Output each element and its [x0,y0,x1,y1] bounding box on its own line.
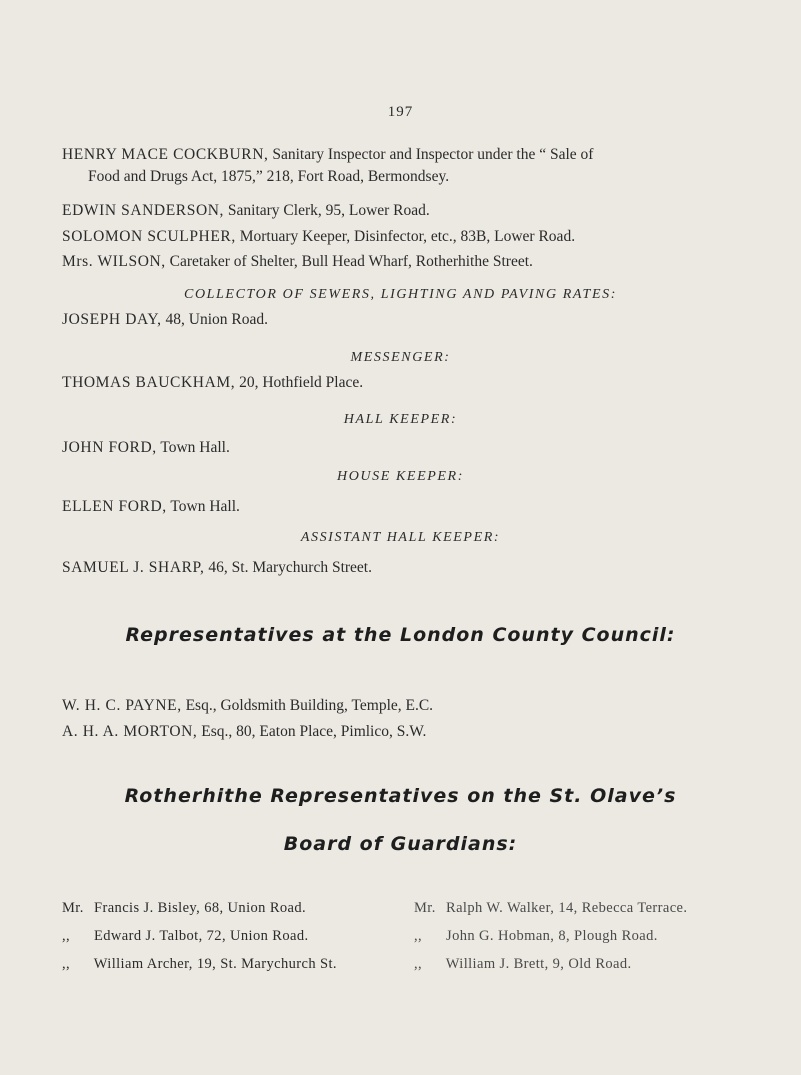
officer-entry-wilson [62,251,722,273]
guardian-row [62,894,337,922]
entry-detail: Town Hall. [156,439,230,456]
entry-name: JOHN FORD, [62,439,157,456]
entry-detail: 46, St. Marychurch Street. [204,559,372,576]
section-entry-assistant-hall-keeper [62,557,722,579]
guardian-prefix: ,, [414,928,423,944]
page-number: 197 [387,104,414,120]
lcc-member-payne [62,695,722,717]
guardian-text: Ralph W. Walker, 14, Rebecca Terrace. [442,900,688,916]
guardian-text: William Archer, 19, St. Marychurch St. [90,956,337,972]
guardian-text: Francis J. Bisley, 68, Union Road. [90,900,307,916]
guardians-left-column [62,894,337,978]
entry-detail: 48, Union Road. [161,311,268,328]
officer-detail: Sanitary Inspector and Inspector under the “ Sale of [268,146,594,163]
officer-detail: Sanitary Clerk, 95, Lower Road. [224,202,430,219]
section-entry-house-keeper [62,496,722,518]
entry-name: ELLEN FORD, [62,498,167,515]
section-entry-collector [62,309,722,331]
guardian-row [62,922,337,950]
section-heading-messenger: MESSENGER: [350,350,451,365]
member-name: A. H. A. MORTON, [62,723,198,740]
guardian-text: John G. Hobman, 8, Plough Road. [442,928,658,944]
section-heading-house-keeper: HOUSE KEEPER: [337,469,464,484]
officer-name: HENRY MACE COCKBURN, [62,146,269,163]
officer-detail-continued: Food and Drugs Act, 1875,” 218, Fort Road, Bermondsey. [88,168,450,185]
officer-name: Mrs. WILSON, [62,253,166,270]
section-heading-hall-keeper: HALL KEEPER: [343,412,458,427]
guardian-prefix: Mr. [414,900,436,916]
lcc-heading: Representatives at the London County Council: [125,624,676,646]
section-entry-messenger [62,372,722,394]
member-detail: Esq., 80, Eaton Place, Pimlico, S.W. [197,723,427,740]
entry-detail: Town Hall. [166,498,240,515]
section-heading-assistant-hall-keeper: ASSISTANT HALL KEEPER: [300,530,501,545]
guardians-heading-line1: Rotherhithe Representatives on the St. Olave’s [124,785,677,807]
officer-entry-sculpher [62,226,722,248]
guardian-prefix: ,, [62,928,71,944]
guardian-row [414,950,687,978]
guardian-row [62,950,337,978]
guardian-text: Edward J. Talbot, 72, Union Road. [90,928,309,944]
section-heading-collector: COLLECTOR OF SEWERS, LIGHTING AND PAVING RATES: [184,287,617,302]
guardians-heading-line2: Board of Guardians: [283,833,518,855]
guardian-prefix: ,, [62,956,71,972]
guardian-prefix: ,, [414,956,423,972]
guardian-text: William J. Brett, 9, Old Road. [442,956,632,972]
entry-name: THOMAS BAUCKHAM, [62,374,236,391]
guardians-right-column [414,894,687,978]
entry-detail: 20, Hothfield Place. [235,374,364,391]
member-detail: Esq., Goldsmith Building, Temple, E.C. [181,697,434,714]
officer-detail: Mortuary Keeper, Disinfector, etc., 83B, Lower Road. [235,228,576,245]
officer-detail: Caretaker of Shelter, Bull Head Wharf, Rotherhithe Street. [165,253,533,270]
officer-entry-sanderson [62,200,722,222]
member-name: W. H. C. PAYNE, [62,697,182,714]
guardian-row [414,922,687,950]
entry-name: JOSEPH DAY, [62,311,162,328]
section-entry-hall-keeper [62,437,722,459]
guardian-row [414,894,687,922]
lcc-member-morton [62,721,722,743]
entry-name: SAMUEL J. SHARP, [62,559,205,576]
officer-name: SOLOMON SCULPHER, [62,228,236,245]
officer-entry-cockburn [62,144,722,188]
guardian-prefix: Mr. [62,900,84,916]
officer-name: EDWIN SANDERSON, [62,202,225,219]
